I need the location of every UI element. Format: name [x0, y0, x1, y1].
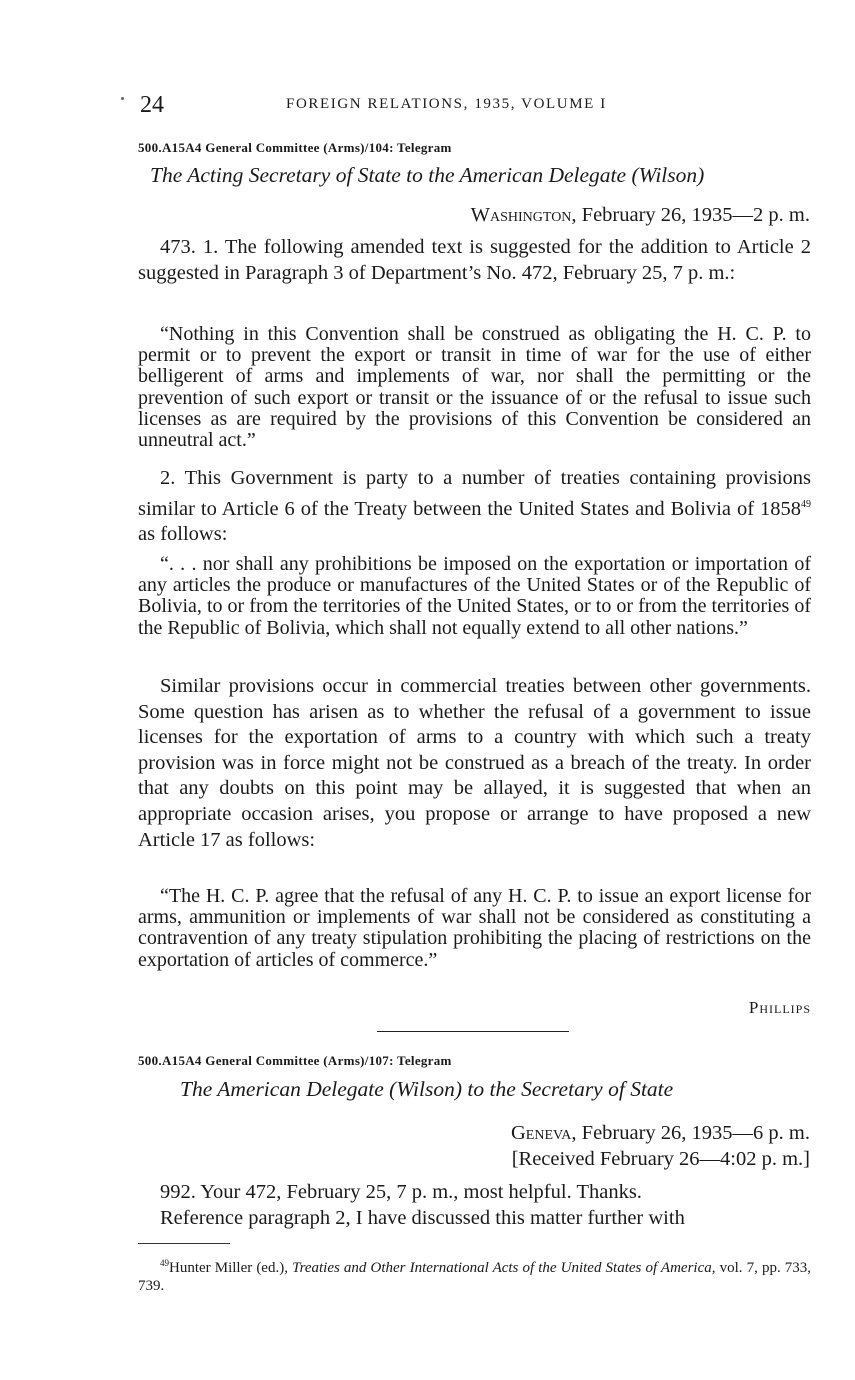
paragraph-2-end: as follows:	[138, 523, 228, 546]
section-divider	[377, 1031, 569, 1032]
file-reference-1: 500.A15A4 General Committee (Arms)/104: Telegram	[138, 140, 452, 155]
dateline-1	[471, 204, 810, 227]
running-head: FOREIGN RELATIONS, 1935, VOLUME I	[286, 96, 607, 112]
dateline-place-1: Washington	[470, 204, 572, 226]
quoted-treaty-article: “. . . nor shall any prohibitions be imposed on the exportation or importation of any articles the produce or manufactures of the United States or of the Republic of Bolivia, to or from the territories of the United States, or to or from the territories of the Republic of Bolivia, which shall not equally extend to all other nations.”	[138, 553, 811, 639]
paragraph-2	[138, 466, 811, 548]
dateline-place-2: Geneva	[510, 1122, 572, 1144]
paragraph-992: 992. Your 472, February 25, 7 p. m., most helpful. Thanks.	[160, 1181, 642, 1203]
quoted-article-17: “The H. C. P. agree that the refusal of any H. C. P. to issue an export license for arms, ammunition or implements of war shall not be considered as constituting a contravention of any treaty stipulation prohibiting the placing of restrictions on the exportation of articles of commerce.”	[138, 885, 811, 971]
paragraph-reference: Reference paragraph 2, I have discussed this matter further with	[160, 1207, 685, 1229]
footnote-divider	[138, 1243, 230, 1244]
signature-phillips: Phillips	[748, 998, 811, 1017]
footnote-author: Hunter Miller (ed.),	[169, 1260, 288, 1276]
page-number: 24	[140, 92, 164, 118]
file-reference-2: 500.A15A4 General Committee (Arms)/107: Telegram	[138, 1053, 452, 1068]
paragraph-similar-provisions: Similar provisions occur in commercial treaties between other governments. Some question has arisen as to whether the refusal of a government to issue licenses for the exportation of arms to a country with which such a treaty provision was in force might not be construed as a breach of the treaty. In order that any doubts on this point may be allayed, it is suggested that when an appropriate occasion arises, you propose or arrange to have proposed a new Article 17 as follows:	[138, 675, 811, 851]
quoted-amendment-text: “Nothing in this Convention shall be construed as obligating the H. C. P. to permit or to prevent the export or transit in time of war for the use of either belligerent of arms and implements of war, nor shall the permitting or the prevention of such export or transit or the issuance of or the refusal to issue such licenses as are required by the provisions of this Convention be considered an unneutral act.”	[138, 323, 811, 452]
footnote-reference: 49	[801, 498, 811, 510]
footnote-work-title: Treaties and Other International Acts of the United States of America,	[292, 1260, 716, 1276]
footnote-citation: vol. 7, pp. 733, 739.	[138, 1260, 812, 1294]
footnote-49	[138, 1254, 811, 1295]
document-title-1: The Acting Secretary of State to the American Delegate (Wilson)	[150, 163, 705, 187]
document-title-2: The American Delegate (Wilson) to the Secretary of State	[180, 1077, 674, 1101]
stray-dot	[121, 97, 124, 100]
paragraph-2-text: 2. This Government is party to a number of treaties containing provisions similar to Article 6 of the Treaty between the United States and Bolivia of 1858	[138, 467, 811, 520]
footnote-mark: 49	[160, 1258, 169, 1268]
dateline-time-1: , February 26, 1935—2 p. m.	[571, 204, 810, 226]
dateline-2	[511, 1122, 810, 1145]
received-line: [Received February 26—4:02 p. m.]	[511, 1148, 810, 1170]
paragraph-473: 473. 1. The following amended text is suggested for the addition to Article 2 suggested in Paragraph 3 of Department’s No. 472, February 25, 7 p. m.:	[138, 236, 811, 284]
dateline-time-2: , February 26, 1935—6 p. m.	[571, 1122, 810, 1144]
